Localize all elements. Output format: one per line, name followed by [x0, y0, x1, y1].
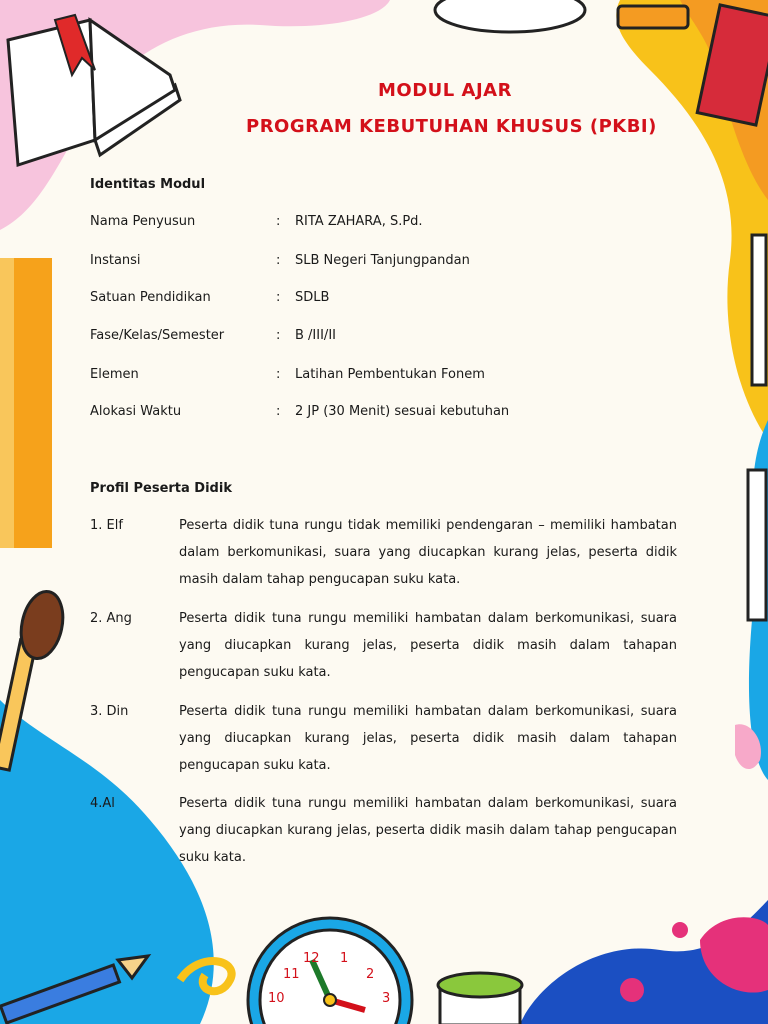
field-separator: :	[276, 290, 281, 305]
student-description: Peserta didik tuna rungu memiliki hambatan dalam berkomunikasi, suara yang diucapkan kurang jelas, peserta didik masih dalam tahapan pengucapan suku kata.	[179, 704, 677, 773]
field-label-nama-penyusun: Nama Penyusun	[90, 214, 196, 229]
field-separator: :	[276, 214, 281, 229]
field-value-satuan-pendidikan: SDLB	[295, 290, 330, 305]
field-separator: :	[276, 328, 281, 343]
student-description: Peserta didik tuna rungu memiliki hambatan dalam berkomunikasi, suara yang diucapkan kurang jelas, peserta didik masih dalam tahap pengucapan suku kata.	[179, 796, 677, 865]
field-value-alokasi-waktu: 2 JP (30 Menit) sesuai kebutuhan	[295, 404, 510, 419]
identitas-heading: Identitas Modul	[90, 177, 206, 192]
clock-number: 11	[283, 967, 300, 982]
field-label-fase-kelas-semester: Fase/Kelas/Semester	[90, 328, 225, 343]
page-title: MODUL AJAR	[378, 80, 512, 101]
clock-number: 12	[303, 951, 320, 966]
profil-heading: Profil Peserta Didik	[90, 481, 232, 496]
clock-number: 10	[268, 991, 285, 1006]
field-label-instansi: Instansi	[90, 253, 141, 268]
field-value-nama-penyusun: RITA ZAHARA, S.Pd.	[295, 214, 423, 229]
student-description: Peserta didik tuna rungu memiliki hambatan dalam berkomunikasi, suara yang diucapkan kurang jelas, peserta didik masih dalam tahapan pengucapan suku kata.	[179, 611, 677, 680]
student-name: 3. Din	[90, 704, 129, 719]
field-value-instansi: SLB Negeri Tanjungpandan	[295, 253, 470, 268]
page-subtitle: PROGRAM KEBUTUHAN KHUSUS (PKBI)	[246, 116, 657, 137]
student-name: 4.Al	[90, 796, 115, 811]
field-label-alokasi-waktu: Alokasi Waktu	[90, 404, 182, 419]
student-description: Peserta didik tuna rungu tidak memiliki pendengaran – memiliki hambatan dalam berkomunikasi, suara yang diucapkan kurang jelas, peserta didik masih dalam tahap pengucapan suku kata.	[179, 518, 677, 587]
clock-number: 1	[340, 951, 349, 966]
student-name: 1. Elf	[90, 518, 123, 533]
student-name: 2. Ang	[90, 611, 132, 626]
field-separator: :	[276, 367, 281, 382]
field-label-satuan-pendidikan: Satuan Pendidikan	[90, 290, 211, 305]
field-value-fase-kelas-semester: B /III/II	[295, 328, 336, 343]
field-separator: :	[276, 253, 281, 268]
field-label-elemen: Elemen	[90, 367, 139, 382]
field-separator: :	[276, 404, 281, 419]
clock-number: 3	[382, 991, 391, 1006]
clock-number: 2	[366, 967, 375, 982]
field-value-elemen: Latihan Pembentukan Fonem	[295, 367, 485, 382]
